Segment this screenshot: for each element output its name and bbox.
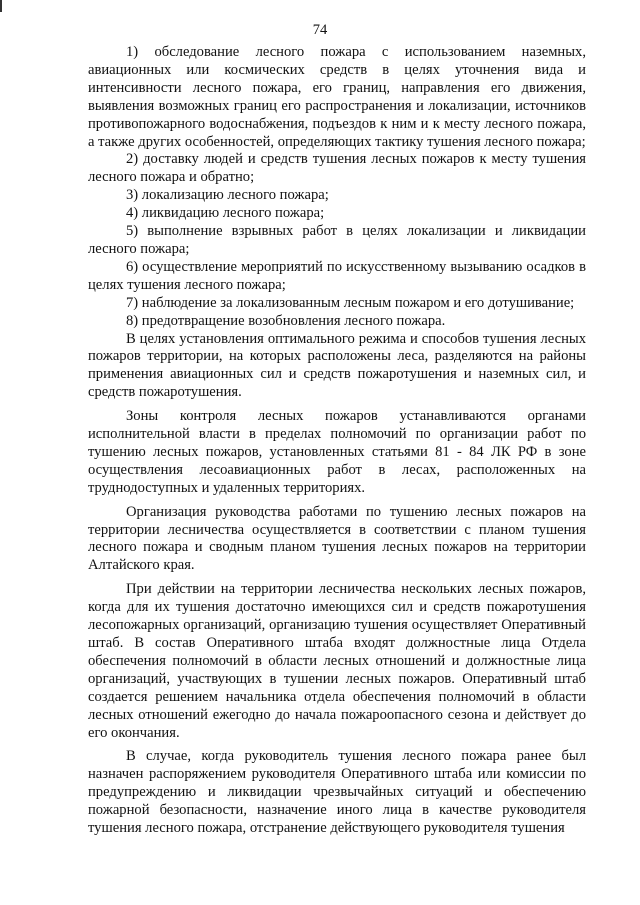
paragraph-operational-hq: При действии на территории лесничества нескольких лесных пожаров, когда для их тушения достаточно имеющихся сил и средств пожаротушения лесопожарных организаций, организацию тушения осуществляет Оперативный штаб. В состав Оперативного штаба входят должностные лица Отдела обеспечения полномочий в области лесных отношений и должностные лица организаций, участвующих в тушении лесных пожаров. Оперативный штаб создается решением начальника отдела обеспечения полномочий в области лесных отношений ежегодно до начала пожароопасного сезона и действует до его окончания.: [88, 581, 586, 741]
paragraph-fire-manager: В случае, когда руководитель тушения лесного пожара ранее был назначен распоряжением руководителя Оперативного штаба или комиссии по предупреждению и ликвидации чрезвычайных ситуаций и обеспечению пожарной безопасности, назначение иного лица в качестве руководителя тушения лесного пожара, отстранение действующего руководителя тушения: [88, 748, 586, 837]
list-item-5: 5) выполнение взрывных работ в целях локализации и ликвидации лесного пожара;: [88, 223, 586, 257]
paragraph-control-zones: Зоны контроля лесных пожаров устанавливаются органами исполнительной власти в пределах полномочий по организации работ по тушению лесных пожаров, установленных статьями 81 - 84 ЛК РФ в зоне осуществления лесоавиационных работ в лесах, расположенных на труднодоступных и удаленных территориях.: [88, 408, 586, 496]
list-item-3: 3) локализацию лесного пожара;: [126, 187, 329, 204]
list-item-7: 7) наблюдение за локализованным лесным пожаром и его дотушивание;: [126, 294, 575, 311]
list-item-2: 2) доставку людей и средств тушения лесных пожаров к месту тушения лесного пожара и обратно;: [88, 151, 586, 186]
paragraph-districts: В целях установления оптимального режима и способов тушения лесных пожаров территории, на которых расположены леса, разделяются на районы применения авиационных сил и средств пожаротушения и наземных сил, и средств пожаротушения.: [88, 330, 586, 401]
scan-edge-mark: [0, 0, 2, 12]
paragraph-organization: Организация руководства работами по тушению лесных пожаров на территории лесничества осуществляется в соответствии с планом тушения лесного пожара и сводным планом тушения лесных пожаров на территории Алтайского края.: [88, 503, 586, 574]
list-item-4: 4) ликвидацию лесного пожара;: [126, 205, 325, 222]
list-item-6: 6) осуществление мероприятий по искусственному вызыванию осадков в целях тушения лесного пожара;: [88, 258, 586, 293]
body-text: [88, 44, 586, 838]
list-item-1: 1) обследование лесного пожара с использованием наземных, авиационных или космических средств в целях уточнения вида и интенсивности лесного пожара, его границ, направления его движения, выявления возможных границ его распространения и локализации, источников противопожарного водоснабжения, подъездов к ним и к месту лесного пожара, а также других особенностей, определяющих тактику тушения лесного пожара;: [88, 44, 586, 150]
page-number: 74: [312, 22, 328, 38]
list-item-8: 8) предотвращение возобновления лесного пожара.: [126, 312, 446, 329]
